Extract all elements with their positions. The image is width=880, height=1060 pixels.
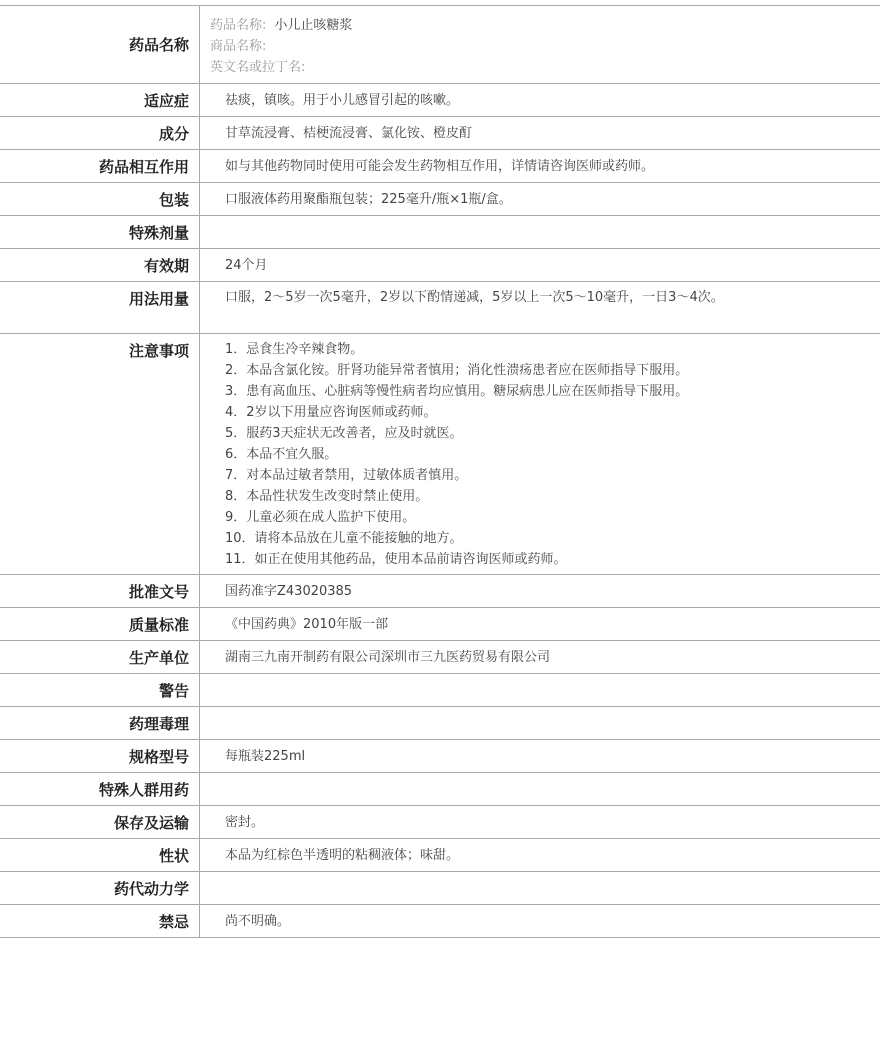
- manufacturer-label: 生产单位: [0, 641, 200, 673]
- pharmacology-value: [200, 707, 880, 739]
- appearance-row: [0, 839, 880, 872]
- precautions-label: 注意事项: [0, 334, 200, 574]
- precaution-item: 6．本品不宜久服。: [225, 447, 338, 462]
- drug-name-value: [200, 6, 880, 83]
- precautions-row: [0, 334, 880, 575]
- pharmacology-label: 药理毒理: [0, 707, 200, 739]
- dosage-label: 用法用量: [0, 282, 200, 333]
- warning-value: [200, 674, 880, 706]
- contraindications-value: 尚不明确。: [225, 914, 291, 929]
- latin-name-key: 英文名或拉丁名:: [210, 60, 306, 75]
- special-dosage-label: 特殊剂量: [0, 216, 200, 248]
- interactions-row: [0, 150, 880, 183]
- precaution-item: 5．服药3天症状无改善者，应及时就医。: [225, 426, 463, 441]
- ingredients-value: 甘草流浸膏、桔梗流浸膏、氯化铵、橙皮酊: [225, 126, 473, 141]
- generic-name-key: 药品名称:: [210, 18, 267, 33]
- manufacturer-row: [0, 641, 880, 674]
- precaution-item: 9．儿童必须在成人监护下使用。: [225, 510, 416, 525]
- specification-row: [0, 740, 880, 773]
- precaution-item: 3．患有高血压、心脏病等慢性病者均应慎用。糖尿病患儿应在医师指导下服用。: [225, 384, 689, 399]
- storage-row: [0, 806, 880, 839]
- latin-name-line: [210, 57, 740, 78]
- special-dosage-row: [0, 216, 880, 249]
- approval-number-row: [0, 575, 880, 608]
- special-populations-label: 特殊人群用药: [0, 773, 200, 805]
- special-populations-value: [200, 773, 880, 805]
- precaution-item: 2．本品含氯化铵。肝肾功能异常者慎用；消化性溃疡患者应在医师指导下服用。: [225, 363, 689, 378]
- trade-name-key: 商品名称:: [210, 39, 267, 54]
- shelf-life-label: 有效期: [0, 249, 200, 281]
- quality-standard-label: 质量标准: [0, 608, 200, 640]
- storage-label: 保存及运输: [0, 806, 200, 838]
- precaution-item: 7．对本品过敏者禁用，过敏体质者慎用。: [225, 468, 468, 483]
- precaution-item: 1．忌食生冷辛辣食物。: [225, 342, 364, 357]
- quality-standard-value: 《中国药典》2010年版一部: [225, 617, 389, 632]
- indication-label: 适应症: [0, 84, 200, 116]
- packaging-value: 口服液体药用聚酯瓶包装；225毫升/瓶×1瓶/盒。: [225, 192, 512, 207]
- drug-info-table: [0, 5, 880, 938]
- packaging-row: [0, 183, 880, 216]
- quality-standard-row: [0, 608, 880, 641]
- appearance-label: 性状: [0, 839, 200, 871]
- ingredients-label: 成分: [0, 117, 200, 149]
- special-dosage-value: [200, 216, 880, 248]
- shelf-life-value: 24个月: [225, 258, 268, 273]
- precautions-list: [200, 334, 880, 574]
- precaution-item: 10．请将本品放在儿童不能接触的地方。: [225, 531, 463, 546]
- specification-value: 每瓶装225ml: [225, 749, 306, 764]
- interactions-value: 如与其他药物同时使用可能会发生药物相互作用，详情请咨询医师或药师。: [225, 159, 655, 174]
- warning-row: [0, 674, 880, 707]
- storage-value: 密封。: [225, 815, 265, 830]
- precaution-item: 8．本品性状发生改变时禁止使用。: [225, 489, 429, 504]
- pharmacology-row: [0, 707, 880, 740]
- contraindications-label: 禁忌: [0, 905, 200, 937]
- pharmacokinetics-row: [0, 872, 880, 905]
- pharmacokinetics-label: 药代动力学: [0, 872, 200, 904]
- contraindications-row: [0, 905, 880, 938]
- precaution-item: 4．2岁以下用量应咨询医师或药师。: [225, 405, 437, 420]
- indication-row: [0, 84, 880, 117]
- warning-label: 警告: [0, 674, 200, 706]
- specification-label: 规格型号: [0, 740, 200, 772]
- drug-name-label: 药品名称: [0, 6, 200, 83]
- ingredients-row: [0, 117, 880, 150]
- pharmacokinetics-value: [200, 872, 880, 904]
- approval-number-value: 国药准字Z43020385: [225, 584, 353, 599]
- generic-name-line: [210, 15, 740, 36]
- appearance-value: 本品为红棕色半透明的粘稠液体；味甜。: [225, 848, 460, 863]
- indication-value: 祛痰，镇咳。用于小儿感冒引起的咳嗽。: [225, 93, 460, 108]
- trade-name-line: [210, 36, 740, 57]
- precaution-item: 11．如正在使用其他药品，使用本品前请咨询医师或药师。: [225, 552, 567, 567]
- generic-name-value: 小儿止咳糖浆: [274, 18, 353, 33]
- manufacturer-value: 湖南三九南开制药有限公司深圳市三九医药贸易有限公司: [225, 650, 551, 665]
- approval-number-label: 批准文号: [0, 575, 200, 607]
- dosage-row: [0, 282, 880, 334]
- shelf-life-row: [0, 249, 880, 282]
- interactions-label: 药品相互作用: [0, 150, 200, 182]
- special-populations-row: [0, 773, 880, 806]
- packaging-label: 包装: [0, 183, 200, 215]
- drug-name-row: [0, 6, 880, 84]
- dosage-value: 口服，2～5岁一次5毫升，2岁以下酌情递减，5岁以上一次5～10毫升，一日3～4次。: [225, 290, 724, 305]
